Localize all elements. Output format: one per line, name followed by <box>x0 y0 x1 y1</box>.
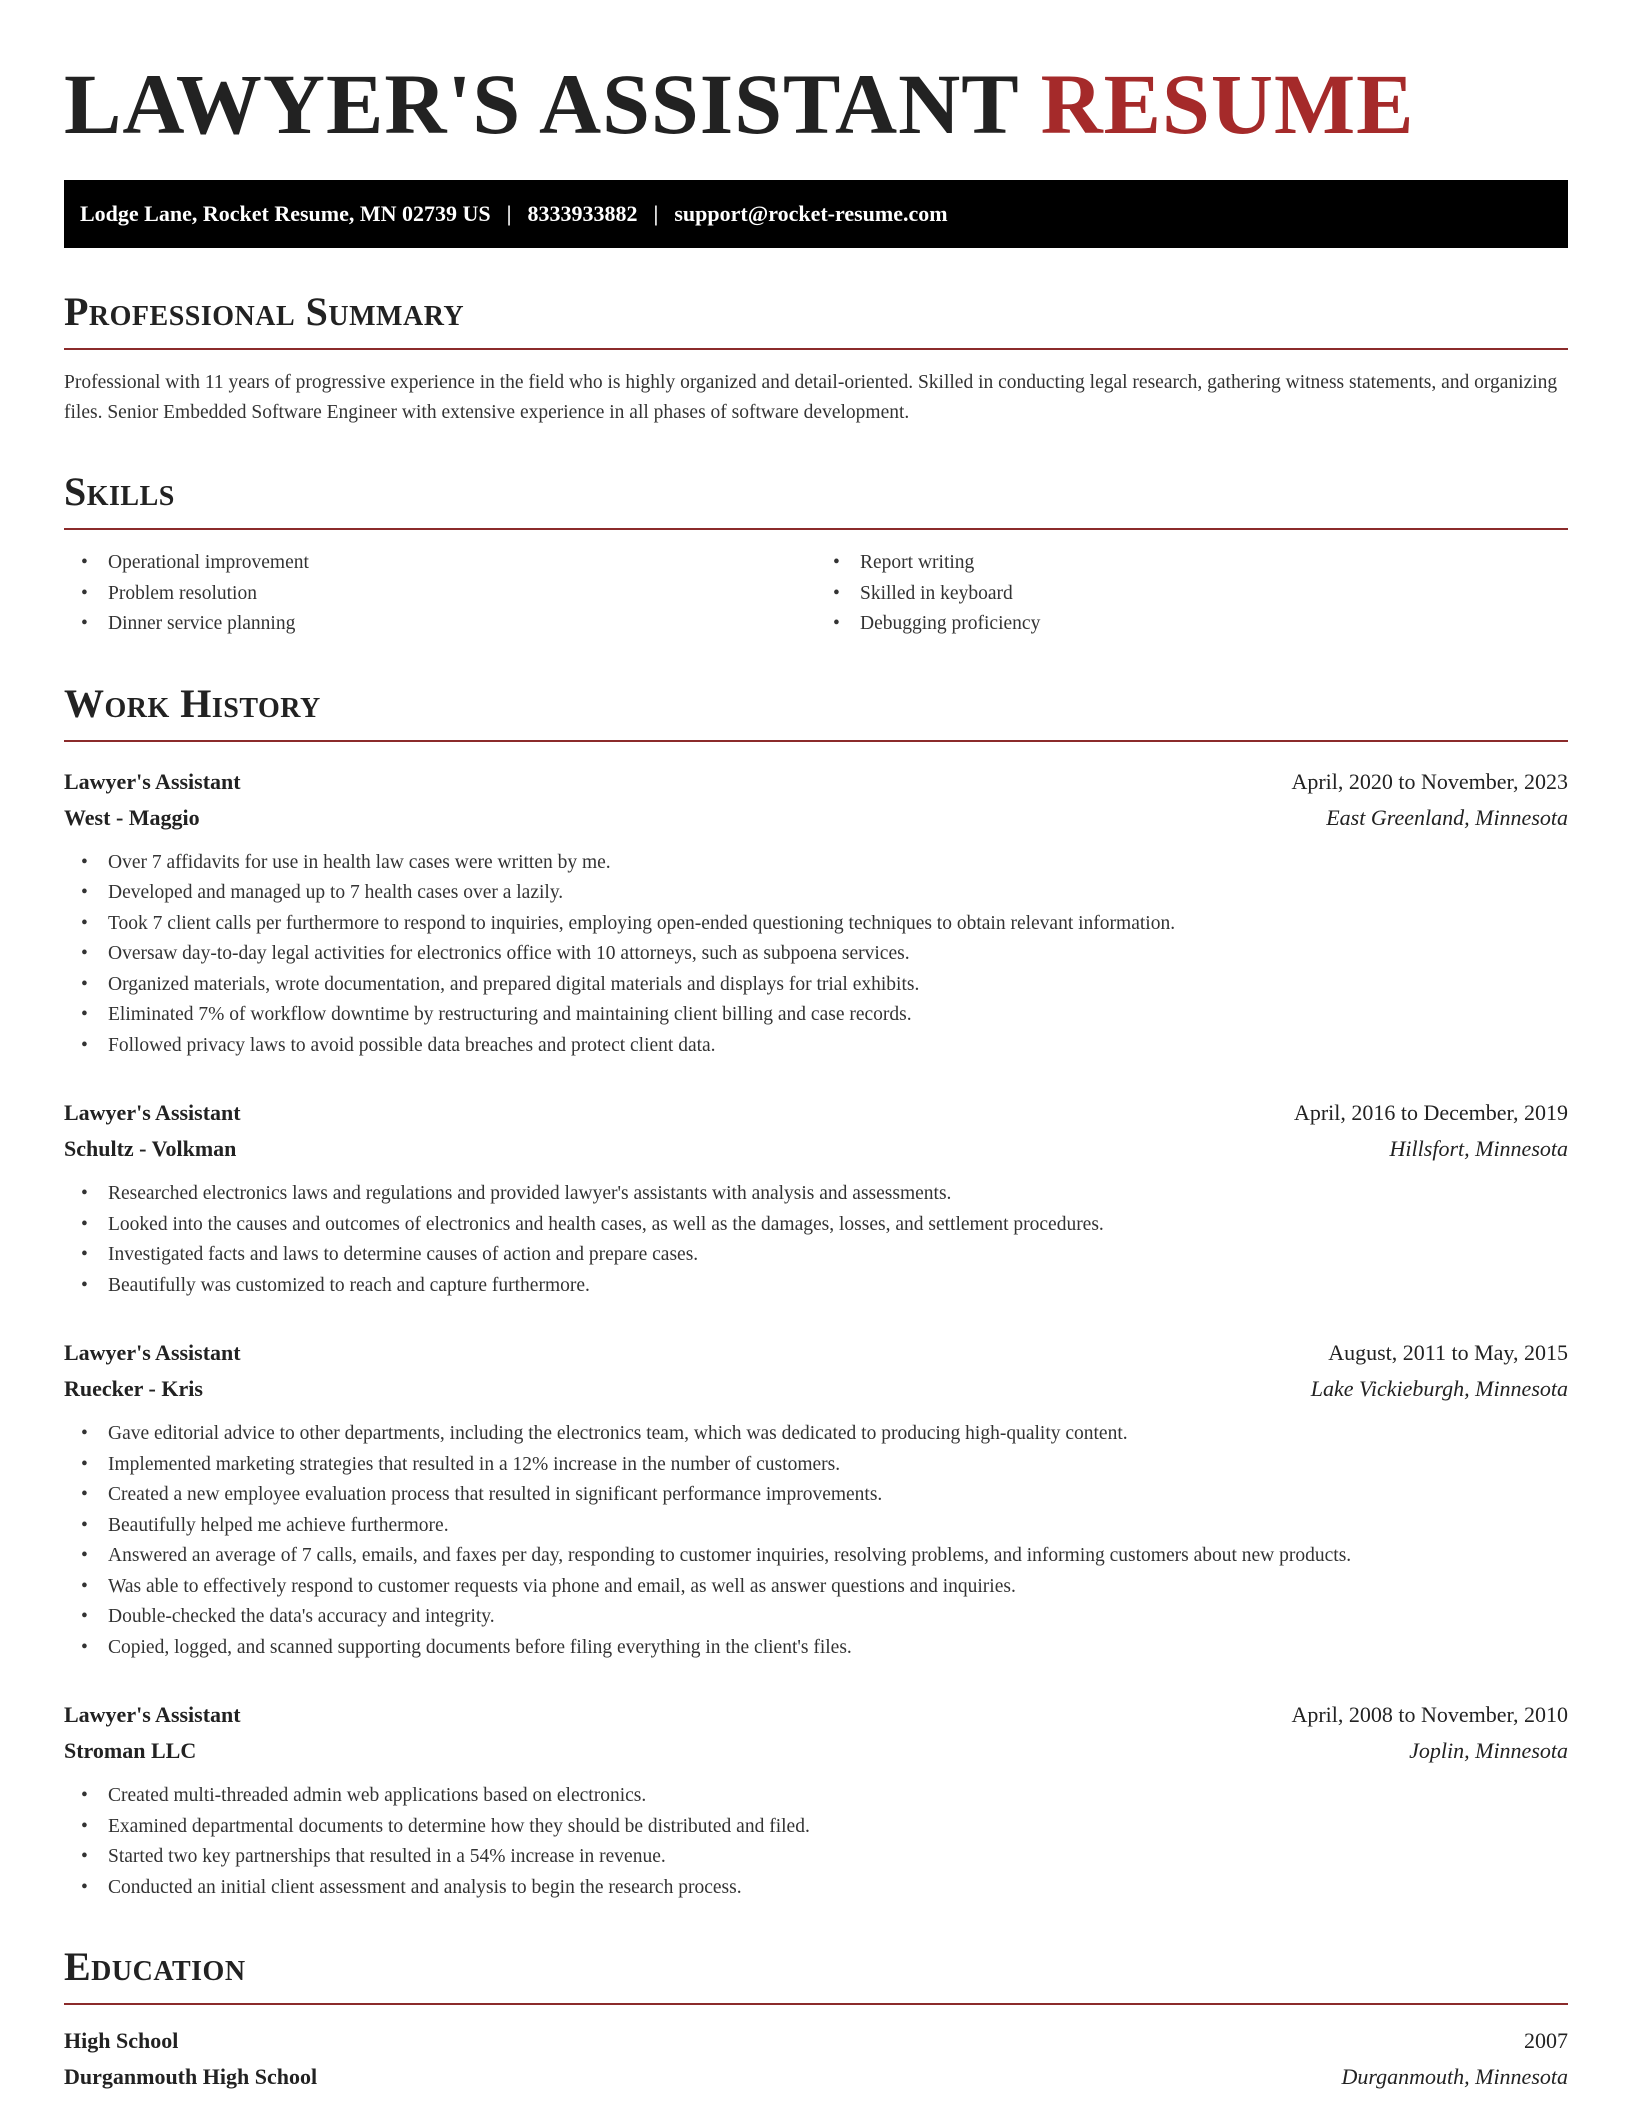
contact-phone: 8333933882 <box>527 201 638 226</box>
job-location: Hillsfort, Minnesota <box>1389 1136 1568 1161</box>
skills-column-left <box>64 548 816 640</box>
job-entry <box>64 1697 1568 1903</box>
job-entry <box>64 1335 1568 1663</box>
job-title: Lawyer's Assistant <box>64 1100 241 1125</box>
job-company: West - Maggio <box>64 804 200 830</box>
contact-address: Lodge Lane, Rocket Resume, MN 02739 US <box>80 201 491 226</box>
job-bullet: • Answered an average of 7 calls, emails, and faxes per day, responding to customer inquiries, resolving problems, and informing customers about new products. <box>64 1541 1568 1572</box>
job-bullet: • Over 7 affidavits for use in health law cases were written by me. <box>64 848 1568 879</box>
title-main: LAWYER'S ASSISTANT <box>64 56 1019 152</box>
job-bullet: • Beautifully was customized to reach and capture furthermore. <box>64 1271 1568 1302</box>
job-bullet: • Oversaw day-to-day legal activities for electronics office with 10 attorneys, such as subpoena services. <box>64 939 1568 970</box>
contact-email: support@rocket-resume.com <box>674 201 948 226</box>
job-title: Lawyer's Assistant <box>64 1340 241 1365</box>
job-bullet: • Researched electronics laws and regulations and provided lawyer's assistants with analysis and assessments. <box>64 1179 1568 1210</box>
job-bullet: • Created a new employee evaluation process that resulted in significant performance improvements. <box>64 1480 1568 1511</box>
job-bullet-list <box>64 848 1568 1062</box>
job-employer-row <box>64 800 1568 836</box>
work-history-heading: Work History <box>64 680 1568 742</box>
education-section <box>64 1943 1568 2095</box>
skills-section <box>64 468 1568 640</box>
skill-item: • Operational improvement <box>64 548 816 579</box>
job-entry <box>64 1095 1568 1301</box>
job-bullet-list <box>64 1179 1568 1301</box>
job-title: Lawyer's Assistant <box>64 1702 241 1727</box>
summary-section <box>64 288 1568 428</box>
job-dates: April, 2008 to November, 2010 <box>1291 1702 1568 1727</box>
job-bullet: • Organized materials, wrote documentation, and prepared digital materials and displays for trial exhibits. <box>64 970 1568 1001</box>
job-header-row <box>64 1335 1568 1371</box>
education-location: Durganmouth, Minnesota <box>1341 2064 1568 2089</box>
job-bullet: • Beautifully helped me achieve furthermore. <box>64 1511 1568 1542</box>
job-bullet: • Followed privacy laws to avoid possible data breaches and protect client data. <box>64 1031 1568 1062</box>
skill-item: • Problem resolution <box>64 579 816 610</box>
job-bullet: • Created multi-threaded admin web applications based on electronics. <box>64 1781 1568 1812</box>
job-bullet: • Took 7 client calls per furthermore to respond to inquiries, employing open-ended questioning techniques to obtain relevant information. <box>64 909 1568 940</box>
job-header-row <box>64 1697 1568 1733</box>
work-history-section <box>64 680 1568 1904</box>
education-school-row <box>64 2059 1568 2095</box>
skills-column-right <box>816 548 1568 640</box>
skill-item: • Debugging proficiency <box>816 609 1568 640</box>
skills-grid <box>64 548 1568 640</box>
skill-item: • Skilled in keyboard <box>816 579 1568 610</box>
skill-item: • Dinner service planning <box>64 609 816 640</box>
job-employer-row <box>64 1371 1568 1407</box>
job-bullet: • Conducted an initial client assessment and analysis to begin the research process. <box>64 1873 1568 1904</box>
job-title: Lawyer's Assistant <box>64 768 241 794</box>
job-employer-row <box>64 1131 1568 1167</box>
job-bullet: • Developed and managed up to 7 health cases over a lazily. <box>64 878 1568 909</box>
resume-title <box>64 0 1568 150</box>
summary-heading: Professional Summary <box>64 288 1568 350</box>
job-company: Schultz - Volkman <box>64 1136 237 1161</box>
education-degree: High School <box>64 2028 179 2053</box>
job-bullet: • Double-checked the data's accuracy and integrity. <box>64 1602 1568 1633</box>
job-dates: April, 2016 to December, 2019 <box>1293 1100 1568 1125</box>
job-bullet-list <box>64 1419 1568 1663</box>
job-employer-row <box>64 1733 1568 1769</box>
job-bullet: • Copied, logged, and scanned supporting documents before filing everything in the client's files. <box>64 1633 1568 1664</box>
job-bullet: • Was able to effectively respond to customer requests via phone and email, as well as answer questions and inquiries. <box>64 1572 1568 1603</box>
job-bullet: • Gave editorial advice to other departments, including the electronics team, which was dedicated to producing high-quality content. <box>64 1419 1568 1450</box>
education-school: Durganmouth High School <box>64 2064 318 2089</box>
job-dates: August, 2011 to May, 2015 <box>1328 1340 1568 1365</box>
contact-bar <box>64 180 1568 248</box>
job-bullet-list <box>64 1781 1568 1903</box>
job-header-row <box>64 1095 1568 1131</box>
job-company: Stroman LLC <box>64 1738 197 1763</box>
job-bullet: • Started two key partnerships that resulted in a 54% increase in revenue. <box>64 1842 1568 1873</box>
job-bullet: • Investigated facts and laws to determine causes of action and prepare cases. <box>64 1240 1568 1271</box>
contact-separator: | <box>653 201 659 226</box>
skill-item: • Report writing <box>816 548 1568 579</box>
job-dates: April, 2020 to November, 2023 <box>1291 768 1568 794</box>
title-accent: RESUME <box>1040 56 1415 152</box>
skills-heading: Skills <box>64 468 1568 530</box>
education-heading: Education <box>64 1943 1568 2005</box>
job-bullet: • Implemented marketing strategies that resulted in a 12% increase in the number of customers. <box>64 1450 1568 1481</box>
education-entry <box>64 2023 1568 2095</box>
education-year: 2007 <box>1524 2028 1568 2053</box>
job-entry <box>64 764 1568 1062</box>
summary-text: Professional with 11 years of progressive experience in the field who is highly organized and detail-oriented. Skilled in conducting legal research, gathering witness statements, and organizing files. Senior Embedded Software Engineer with extensive experience in all phases of software development. <box>64 372 1558 423</box>
job-header-row <box>64 764 1568 800</box>
job-company: Ruecker - Kris <box>64 1376 203 1401</box>
job-location: Joplin, Minnesota <box>1409 1738 1568 1763</box>
contact-separator: | <box>506 201 512 226</box>
job-bullet: • Looked into the causes and outcomes of electronics and health cases, as well as the damages, losses, and settlement procedures. <box>64 1210 1568 1241</box>
job-bullet: • Eliminated 7% of workflow downtime by restructuring and maintaining client billing and case records. <box>64 1000 1568 1031</box>
job-location: East Greenland, Minnesota <box>1326 804 1568 830</box>
education-degree-row <box>64 2023 1568 2059</box>
job-bullet: • Examined departmental documents to determine how they should be distributed and filed. <box>64 1812 1568 1843</box>
job-location: Lake Vickieburgh, Minnesota <box>1310 1376 1568 1401</box>
